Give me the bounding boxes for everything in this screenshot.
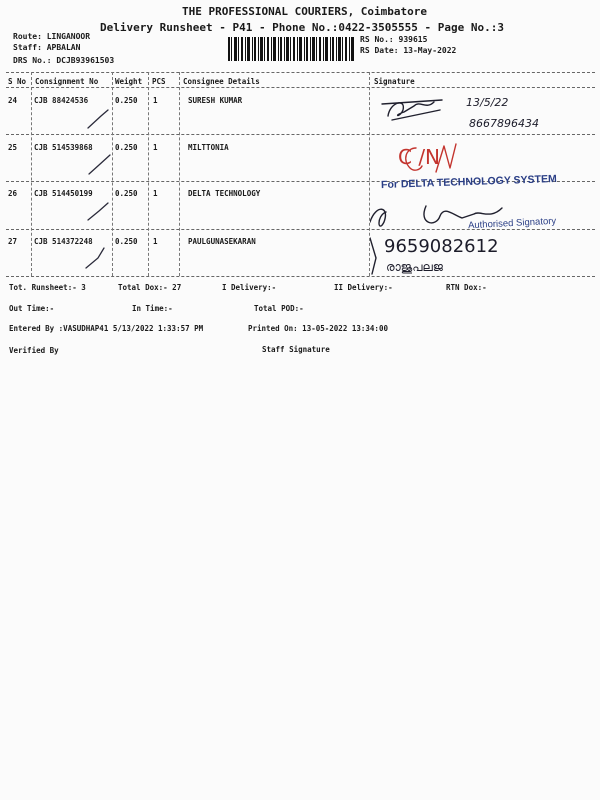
signature-cn-mark: C /N xyxy=(398,145,441,169)
rs-number: RS No.: 939615 xyxy=(360,35,428,44)
i-delivery: I Delivery:- xyxy=(222,283,277,292)
stamp-authorised-signatory: Authorised Signatory xyxy=(467,215,557,232)
row-consignment: CJB 88424536 xyxy=(34,96,89,105)
signature-name-row27: രാജുപലജ xyxy=(386,260,443,274)
row-weight: 0.250 xyxy=(115,96,138,105)
staff-signature: Staff Signature xyxy=(262,345,330,354)
total-runsheet: Tot. Runsheet:- 3 xyxy=(9,283,86,292)
row-consignment: CJB 514372248 xyxy=(34,237,93,246)
row-consignee: DELTA TECHNOLOGY xyxy=(188,189,261,198)
verified-by: Verified By xyxy=(9,346,59,355)
row-pcs: 1 xyxy=(153,143,158,152)
row-consignee: PAULGUNASEKARAN xyxy=(188,237,256,246)
company-stamp: For DELTA TECHNOLOGY SYSTEM xyxy=(380,172,557,192)
row-pcs: 1 xyxy=(153,189,158,198)
runsheet-subtitle: Delivery Runsheet - P41 - Phone No.:0422-3505555 - Page No.:3 xyxy=(100,21,504,34)
company-title: THE PROFESSIONAL COURIERS, Coimbatore xyxy=(182,5,428,18)
row-weight: 0.250 xyxy=(115,189,138,198)
rtn-dox: RTN Dox:- xyxy=(446,283,487,292)
drs-number: DRS No.: DCJB93961503 xyxy=(13,56,115,65)
entered-by: Entered By :VASUDHAP41 5/13/2022 1:33:57 PM xyxy=(9,324,204,333)
signature-phone-row27: 9659082612 xyxy=(384,236,499,257)
signature-date: 13/5/22 xyxy=(466,96,509,109)
rs-date: RS Date: 13-May-2022 xyxy=(360,46,457,55)
row-consignment: CJB 514450199 xyxy=(34,189,93,198)
column-header-consignee: Consignee Details xyxy=(183,77,260,86)
row-sno: 26 xyxy=(8,189,18,198)
row-sno: 27 xyxy=(8,237,18,246)
staff-label: Staff: APBALAN xyxy=(13,43,81,52)
row-pcs: 1 xyxy=(153,96,158,105)
column-header-signature: Signature xyxy=(374,77,415,86)
column-header-pcs: PCS xyxy=(152,77,166,86)
row-sno: 24 xyxy=(8,96,18,105)
row-consignment: CJB 514539868 xyxy=(34,143,93,152)
row-weight: 0.250 xyxy=(115,143,138,152)
printed-on: Printed On: 13-05-2022 13:34:00 xyxy=(248,324,388,333)
row-sno: 25 xyxy=(8,143,18,152)
ii-delivery: II Delivery:- xyxy=(334,283,393,292)
out-time: Out Time:- xyxy=(9,304,55,313)
row-weight: 0.250 xyxy=(115,237,138,246)
total-pod: Total POD:- xyxy=(254,304,304,313)
total-dox: Total Dox:- 27 xyxy=(118,283,182,292)
route-label: Route: LINGANOOR xyxy=(13,32,91,41)
column-header-weight: Weight xyxy=(115,77,143,86)
column-header-consignment: Consignment No xyxy=(35,77,99,86)
in-time: In Time:- xyxy=(132,304,173,313)
signature-phone: 8667896434 xyxy=(469,117,539,130)
column-header-sno: S No xyxy=(8,77,27,86)
row-pcs: 1 xyxy=(153,237,158,246)
row-consignee: MILTTONIA xyxy=(188,143,229,152)
row-consignee: SURESH KUMAR xyxy=(188,96,243,105)
